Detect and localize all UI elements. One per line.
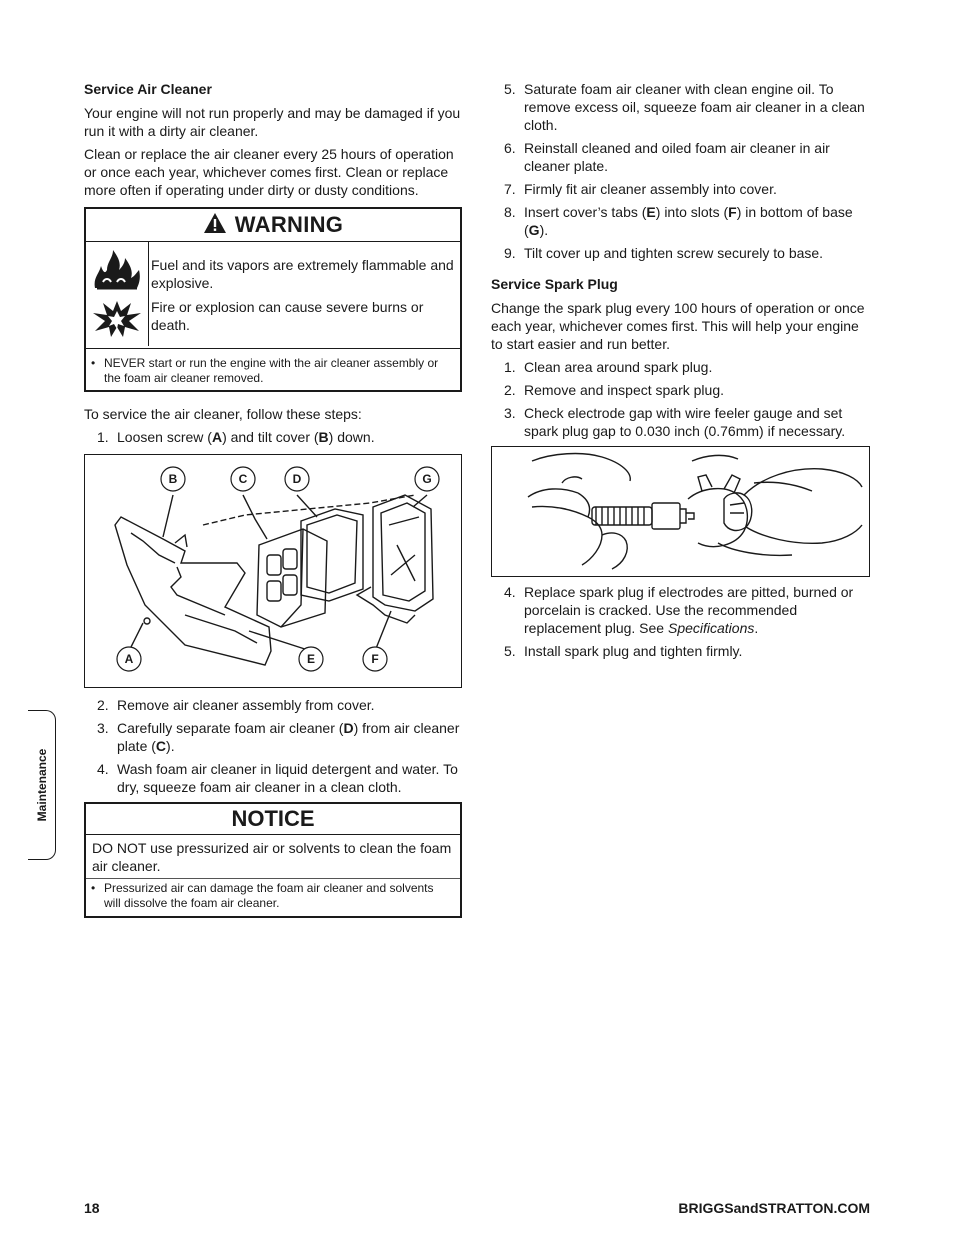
list-item: 2. Remove air cleaner assembly from cover. <box>97 697 375 713</box>
warning-title: WARNING <box>234 212 344 237</box>
warning-bullet-text: NEVER start or run the engine with the air cleaner assembly or the foam air cleaner removed. <box>104 356 439 385</box>
page-number: 18 <box>84 1200 100 1216</box>
steps-list <box>491 80 871 262</box>
footer-website: BRIGGSandSTRATTON.COM <box>678 1200 870 1216</box>
warning-text: Fire or explosion can cause severe burns or death. <box>151 299 424 333</box>
steps-list <box>84 428 462 446</box>
list-item: 4. Wash foam air cleaner in liquid detergent and water. To dry, squeeze foam air cleaner in a clean cloth. <box>97 761 458 795</box>
explosion-icon <box>91 297 143 341</box>
notice-box <box>84 802 462 918</box>
figure-label-b: B <box>168 472 178 486</box>
warning-header <box>86 209 460 242</box>
spark-plug-figure <box>491 446 870 577</box>
fire-icon <box>91 248 143 294</box>
list-item: 2. Remove and inspect spark plug. <box>504 382 724 398</box>
section-heading-air-cleaner: Service Air Cleaner <box>84 81 212 97</box>
paragraph: Your engine will not run properly and may be damaged if you run it with a dirty air cleaner. <box>84 105 461 139</box>
figure-label-d: D <box>292 472 302 486</box>
list-item: 6. Reinstall cleaned and oiled foam air cleaner in air cleaner plate. <box>504 140 830 174</box>
list-item: 7. Firmly fit air cleaner assembly into cover. <box>504 181 777 197</box>
warning-box <box>84 207 462 392</box>
list-item: 1. Loosen screw (A) and tilt cover (B) down. <box>97 429 375 445</box>
list-item: 3. Check electrode gap with wire feeler gauge and set spark plug gap to 0.030 inch (0.76mm) if necessary. <box>504 405 846 439</box>
section-tab-label: Maintenance <box>34 748 49 822</box>
paragraph: To service the air cleaner, follow these steps: <box>84 406 362 422</box>
list-item: 9. Tilt cover up and tighten screw securely to base. <box>504 245 824 261</box>
paragraph: Clean or replace the air cleaner every 25 hours of operation or once each year, whichever comes first. Clean or replace more often if operating under dirty or dusty conditions. <box>84 146 454 198</box>
figure-label-g: G <box>422 472 432 486</box>
notice-bullet-text: Pressurized air can damage the foam air cleaner and solvents will dissolve the foam air cleaner. <box>104 881 434 910</box>
right-column <box>491 80 871 665</box>
list-item: 5. Saturate foam air cleaner with clean engine oil. To remove excess oil, squeeze foam air cleaner in a clean cloth. <box>504 81 865 133</box>
warning-bullet: • NEVER start or run the engine with the air cleaner assembly or the foam air cleaner removed. <box>91 356 439 385</box>
list-item: 8. Insert cover’s tabs (E) into slots (F) in bottom of base (G). <box>504 204 853 238</box>
spark-plug-illustration <box>492 447 868 575</box>
air-cleaner-illustration <box>85 455 461 686</box>
figure-label-c: C <box>238 472 248 486</box>
figure-label-e: E <box>306 652 316 666</box>
notice-text: DO NOT use pressurized air or solvents to clean the foam air cleaner. <box>86 835 460 879</box>
figure-label-f: F <box>371 652 379 666</box>
list-item: 4. Replace spark plug if electrodes are pitted, burned or porcelain is cracked. Use the recommended replacement plug. See Specifications. <box>504 584 854 636</box>
left-column <box>84 80 462 918</box>
list-item: 3. Carefully separate foam air cleaner (D) from air cleaner plate (C). <box>97 720 460 754</box>
list-item: 5. Install spark plug and tighten firmly. <box>504 643 743 659</box>
warning-triangle-icon <box>203 212 227 238</box>
air-cleaner-figure <box>84 454 462 688</box>
steps-list <box>84 696 462 796</box>
steps-list <box>491 583 871 660</box>
list-item: 1. Clean area around spark plug. <box>504 359 713 375</box>
notice-bullet: • Pressurized air can damage the foam air cleaner and solvents will dissolve the foam air cleaner. <box>91 881 434 910</box>
section-tab-maintenance[interactable] <box>28 710 56 860</box>
warning-text: Fuel and its vapors are extremely flammable and explosive. <box>151 257 454 291</box>
figure-label-a: A <box>124 652 134 666</box>
steps-list <box>491 358 871 440</box>
section-heading-spark-plug: Service Spark Plug <box>491 276 618 292</box>
notice-title: NOTICE <box>86 804 460 835</box>
paragraph: Change the spark plug every 100 hours of operation or once each year, whichever comes first. This will help your engine to start easier and run better. <box>491 300 865 352</box>
